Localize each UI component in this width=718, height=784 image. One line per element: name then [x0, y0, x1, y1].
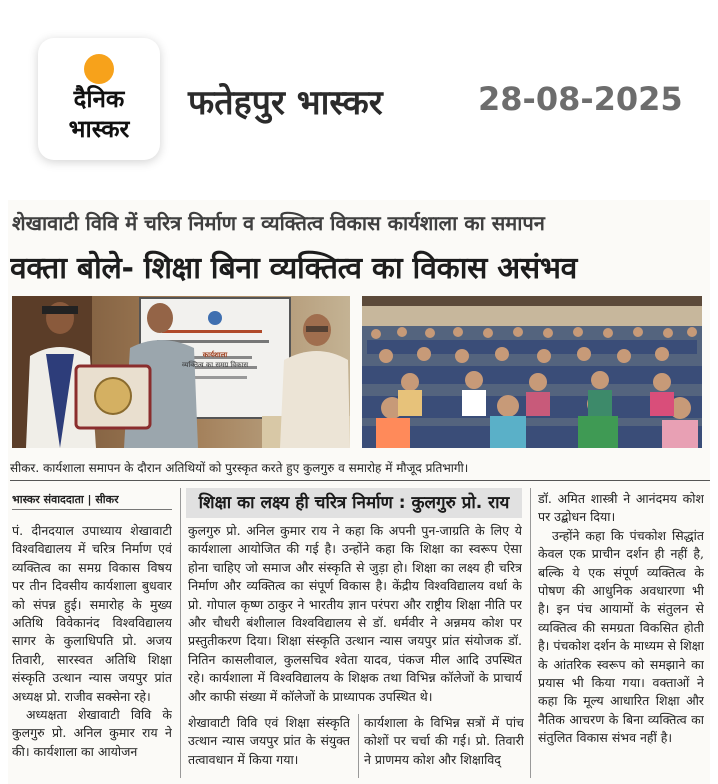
sun-icon — [84, 54, 114, 84]
column-divider-1 — [180, 488, 181, 778]
article-kicker: शेखावाटी विवि में चरित्र निर्माण व व्यक्तित्व विकास कार्यशाला का समापन — [12, 211, 545, 235]
article-headline: वक्ता बोले- शिक्षा बिना व्यक्तित्व का विकास असंभव — [10, 251, 578, 286]
column-1-paragraph-2: अध्यक्षता शेखावाटी विवि के कुलगुरु प्रो. अनिल कुमार राय ने की। कार्यशाला का आयोजन — [12, 707, 172, 759]
article-column-2b — [364, 714, 524, 778]
column-2b-paragraph: कार्यशाला के विभिन्न सत्रों में पांच कोशों पर चर्चा की गई। प्रो. तिवारी ने प्राणमय कोश और शिक्षाविद् — [364, 715, 524, 767]
article-column-1 — [12, 522, 172, 780]
dainik-bhaskar-logo — [38, 38, 160, 160]
column-3-paragraph-2: उन्होंने कहा कि पंचकोश सिद्धांत केवल एक प्राचीन दर्शन ही नहीं है, बल्कि ये एक संपूर्ण व्यक्तित्व के पोषण की आधुनिक अवधारणा भी है। इन पंच आयामों के संतुलन से व्यक्तित्व की समग्रता विकसित होती है। पंचकोश दर्शन के माध्यम से शिक्षा के आंतरिक स्वरूप को समझाने का प्रयास भी किया गया। वक्ताओं ने कहा कि मूल्य आधारित शिक्षा और नैतिक आचरण के बिना व्यक्तित्व का संतुलित विकास संभव नहीं है। — [538, 527, 704, 746]
column-2-paragraph-1: कुलगुरु प्रो. अनिल कुमार राय ने कहा कि अपनी पुन-जाग्रति के लिए ये कार्यशाला आयोजित की गई है। उन्होंने कहा कि शिक्षा का स्वरूप ऐसा होना चाहिए जो समाज और संस्कृति से जुड़ा हो। शिक्षा का लक्ष्य ही चरित्र निर्माण और व्यक्तित्व का संपूर्ण विकास है। केंद्रीय विश्वविद्यालय वर्धा के प्रो. गोपाल कृष्ण ठाकुर ने भारतीय ज्ञान परंपरा और राष्ट्रीय शिक्षा नीति पर और चौधरी बंशीलाल विश्वविद्यालय से डॉ. धर्मवीर ने अन्नमय कोश पर प्रस्तुतीकरण दिया। शिक्षा संस्कृति उत्थान न्यास जयपुर प्रांत संयोजक डॉ. नितिन कासलीवाल, कुलसचिव श्वेता यादव, पंकज मील आदि उपस्थित रहे। कार्यशाला में विश्वविद्यालय के शिक्षक तथा विभिन्न कॉलेजों के प्राचार्य और काफी संख्या में कॉलेजों के प्राध्यापक उपस्थित थे। — [188, 523, 522, 704]
logo-text-line2: भास्कर — [68, 115, 130, 143]
column-3-paragraph-1: डॉ. अमित शास्त्री ने आनंदमय कोश पर उद्बोधन दिया। — [538, 491, 704, 525]
column-2a-paragraph: शेखावाटी विवि एवं शिक्षा संस्कृति उत्थान न्यास जयपुर प्रांत के संयुक्त तत्वावधान में किया गया। — [188, 715, 350, 767]
edition-name: फतेहपुर भास्कर — [188, 83, 383, 123]
edition-date: 28-08-2025 — [478, 80, 683, 118]
article-column-2a — [188, 714, 350, 778]
column-divider-2 — [530, 488, 531, 778]
photo-felicitation — [12, 296, 350, 448]
photo-felicitation-illustration — [12, 296, 350, 448]
banner-text: व्यक्तित्व का समग्र विकास — [181, 361, 249, 369]
column-1-paragraph-1: पं. दीनदयाल उपाध्याय शेखावाटी विश्वविद्यालय में चरित्र निर्माण एवं व्यक्तित्व का समग्र विकास विषय पर तीन दिवसीय कार्यशाला बुधवार को संपन्न हुई। समारोह के मुख्य अतिथि विवेकानंद विश्वविद्यालय सागर के कुलाधिपति प्रो. अजय तिवारी, सारस्वत अतिथि शिक्षा संस्कृति उत्थान न्यास जयपुर प्रांत अध्यक्ष प्रो. राजीव सक्सेना रहे। — [12, 523, 172, 704]
article-column-3 — [538, 490, 704, 780]
photo-audience-illustration — [362, 296, 702, 448]
caption-rule — [10, 480, 710, 481]
photo-audience — [362, 296, 702, 448]
photo-caption: सीकर. कार्यशाला समापन के दौरान अतिथियों को पुरस्कृत करते हुए कुलगुरु व समारोह में मौजूद प्रतिभागी। — [10, 461, 469, 475]
article-column-2 — [188, 522, 522, 708]
byline: भास्कर संवाददाता | सीकर — [12, 492, 172, 510]
column-divider-3 — [358, 714, 359, 778]
logo-text-line1: दैनिक — [73, 85, 125, 113]
banner-title: कार्यशाला — [202, 351, 228, 359]
article-subheading: शिक्षा का लक्ष्य ही चरित्र निर्माण : कुलगुरु प्रो. राय — [186, 488, 522, 518]
